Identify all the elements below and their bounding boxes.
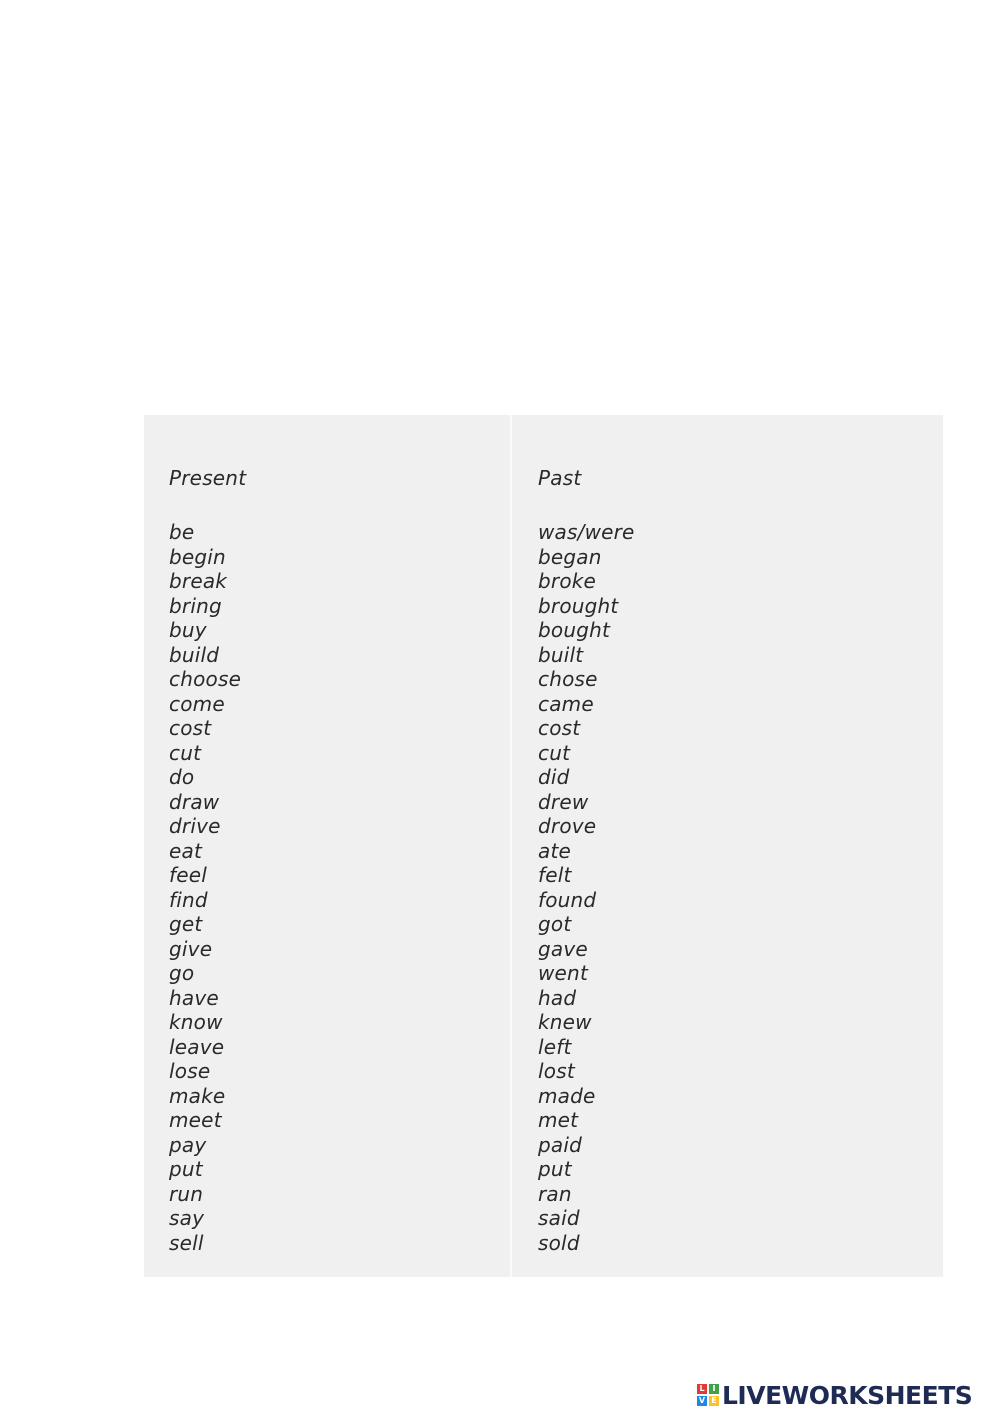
past-word: chose [538, 667, 598, 691]
past-word: found [538, 887, 597, 912]
past-word: went [538, 961, 588, 985]
brand-name: LIVEWORKSHEETS [722, 1380, 973, 1410]
past-word: brought [538, 593, 619, 618]
present-word: have [169, 985, 219, 1010]
past-word: was/were [538, 520, 635, 544]
past-word: said [538, 1206, 580, 1230]
present-word: be [169, 520, 195, 544]
past-word: drove [538, 814, 597, 838]
past-word: sold [538, 1230, 580, 1255]
present-word: sell [169, 1230, 204, 1255]
present-word: run [169, 1181, 204, 1206]
past-word: gave [538, 936, 588, 961]
present-word: build [169, 642, 220, 667]
past-column [538, 466, 635, 1255]
past-word: drew [538, 789, 589, 814]
past-word: had [538, 985, 577, 1010]
past-word: met [538, 1108, 579, 1132]
present-word: buy [169, 618, 207, 642]
past-word: left [538, 1034, 572, 1059]
present-word: begin [169, 544, 226, 569]
past-word: did [538, 765, 570, 789]
past-word: paid [538, 1132, 583, 1157]
present-word: draw [169, 789, 220, 814]
present-word-list [169, 520, 246, 1255]
present-word: make [169, 1083, 226, 1108]
present-word: go [169, 961, 195, 985]
logo-mark-square: E [709, 1396, 719, 1406]
present-word: come [169, 691, 225, 716]
past-word: felt [538, 863, 572, 887]
present-word: bring [169, 593, 222, 618]
present-word: leave [169, 1034, 225, 1059]
present-header: Present [169, 466, 247, 490]
past-word: cut [538, 740, 571, 765]
logo-mark-square: I [709, 1384, 719, 1394]
past-word: built [538, 642, 584, 667]
present-word: do [169, 765, 195, 789]
present-word: say [169, 1206, 205, 1230]
present-word: find [169, 887, 208, 912]
past-word: ran [538, 1181, 572, 1206]
present-word: break [169, 569, 228, 593]
present-word: know [169, 1010, 223, 1034]
present-word: feel [169, 863, 208, 887]
past-word: made [538, 1083, 596, 1108]
present-word: meet [169, 1108, 222, 1132]
present-word: pay [169, 1132, 207, 1157]
present-word: give [169, 936, 213, 961]
past-word: broke [538, 569, 597, 593]
present-word: get [169, 912, 203, 936]
verb-table [144, 415, 943, 1277]
past-word: bought [538, 618, 611, 642]
present-word: choose [169, 667, 242, 691]
logo-mark-square: L [697, 1384, 707, 1394]
present-word: put [169, 1157, 203, 1181]
past-word: came [538, 691, 594, 716]
column-divider [510, 415, 512, 1277]
present-word: lose [169, 1059, 211, 1083]
liveworksheets-logo[interactable] [697, 1378, 972, 1412]
past-word: lost [538, 1059, 575, 1083]
present-word: drive [169, 814, 221, 838]
past-word: cost [538, 716, 581, 740]
past-word: got [538, 912, 572, 936]
present-word: cut [169, 740, 202, 765]
past-word: ate [538, 838, 572, 863]
past-word-list [538, 520, 635, 1255]
past-header: Past [538, 466, 582, 490]
present-word: cost [169, 716, 212, 740]
past-word: knew [538, 1010, 592, 1034]
present-word: eat [169, 838, 203, 863]
present-column [169, 466, 246, 1255]
past-word: put [538, 1157, 572, 1181]
logo-mark-icon [697, 1384, 719, 1406]
logo-mark-square: V [698, 1396, 706, 1405]
past-word: began [538, 544, 602, 569]
